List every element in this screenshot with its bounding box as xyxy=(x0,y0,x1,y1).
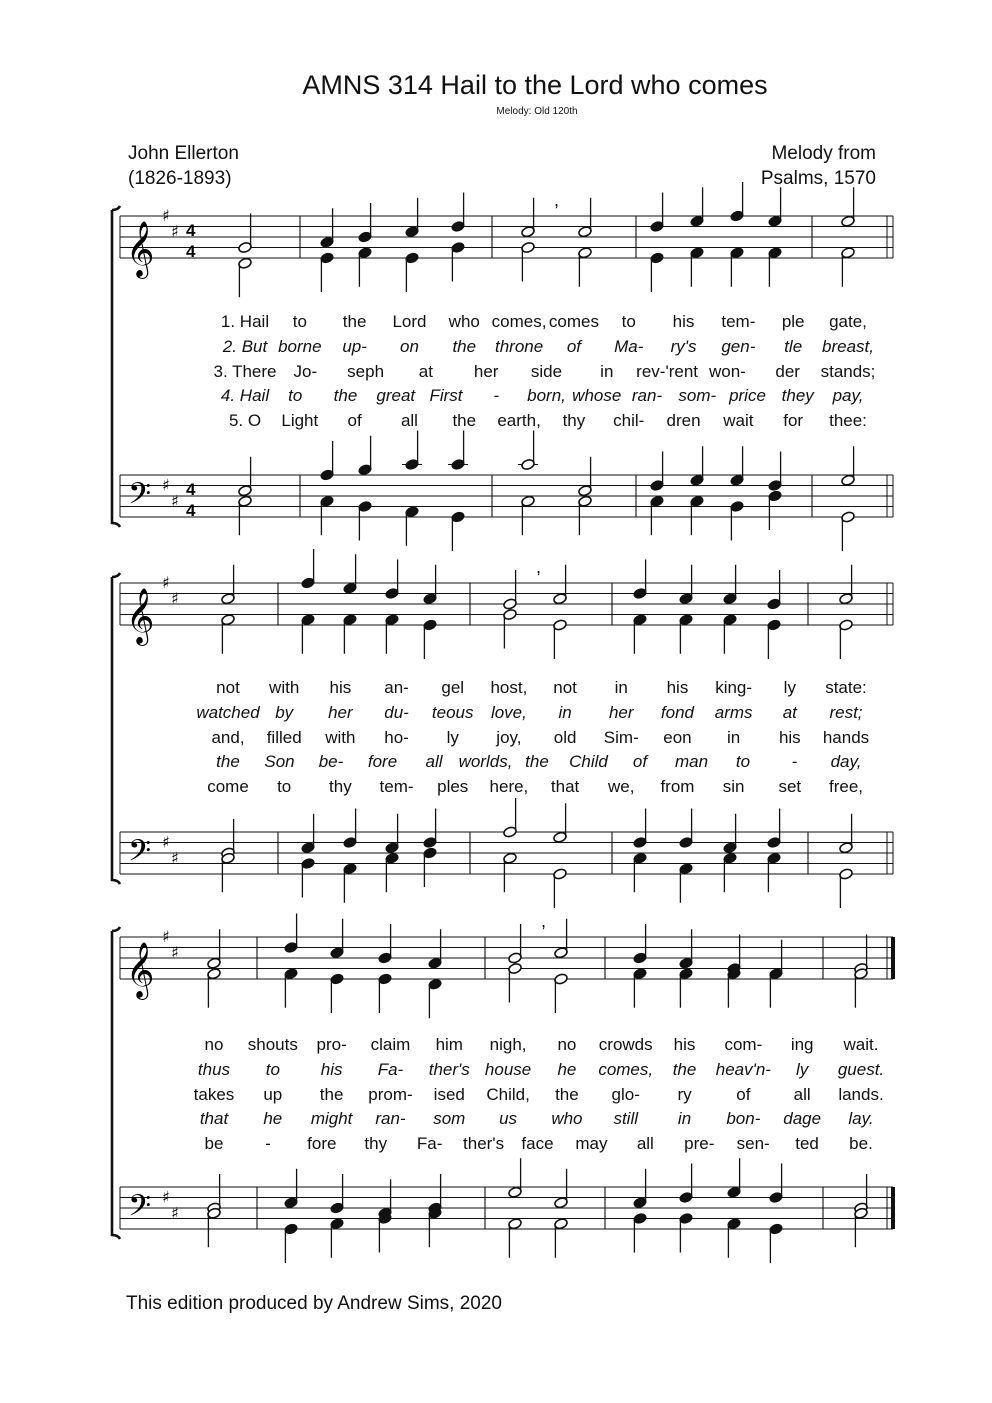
lyric-syllable: ry's xyxy=(670,336,697,356)
lyric-syllable: all xyxy=(425,752,443,772)
lyric-syllable: they xyxy=(781,386,814,406)
lyric-syllable: thus xyxy=(197,1059,231,1079)
lyric-syllable: tem- xyxy=(721,312,756,331)
lyric-syllable: with xyxy=(325,727,356,747)
lyric-syllable: to xyxy=(292,312,307,331)
lyric-syllable: in xyxy=(558,702,572,722)
lyric-syllable: in xyxy=(677,1109,692,1129)
lyric-syllable: an- xyxy=(384,678,409,697)
lyric-syllable: the xyxy=(319,1084,344,1104)
lyric-syllable: all xyxy=(400,411,418,431)
lyric-syllable: all xyxy=(793,1084,811,1104)
lyric-syllable: ing xyxy=(790,1035,814,1054)
lyric-syllable: no xyxy=(204,1035,224,1054)
lyric-syllable: tle xyxy=(784,336,803,356)
lyric-syllable: on xyxy=(399,336,419,356)
lyric-syllable: borne xyxy=(278,336,322,356)
lyric-syllable: come xyxy=(207,777,249,797)
lyric-syllable: ples xyxy=(437,777,469,797)
lyric-syllable: arms xyxy=(714,702,753,722)
lyric-syllable: us xyxy=(499,1109,518,1129)
lyric-syllable: sen- xyxy=(736,1134,770,1154)
lyric-syllable: com- xyxy=(724,1035,763,1054)
lyric-syllable: at xyxy=(782,702,797,722)
lyric-syllable: ly xyxy=(446,727,459,747)
lyric-syllable: rev-'rent xyxy=(636,361,699,381)
lyric-syllable: joy, xyxy=(496,727,522,747)
lyric-syllable: som xyxy=(433,1109,466,1129)
lyric-syllable: pre- xyxy=(684,1134,715,1154)
lyric-syllable: filled xyxy=(266,727,302,747)
bass-clef: 𝄢 xyxy=(128,477,152,519)
lyric-syllable: day, xyxy=(830,752,862,772)
lyric-syllable: king- xyxy=(715,678,753,697)
lyric-syllable: that xyxy=(199,1109,229,1129)
lyric-syllable: be- xyxy=(318,752,344,772)
lyric-syllable: lands. xyxy=(838,1084,884,1104)
lyric-syllable: pro- xyxy=(316,1035,347,1054)
lyric-syllable: in xyxy=(727,727,741,747)
lyric-syllable: comes xyxy=(548,312,599,331)
lyric-syllable: state: xyxy=(825,678,867,697)
lyric-syllable: her xyxy=(328,702,353,722)
lyric-syllable: and, xyxy=(211,727,245,747)
lyric-syllable: man xyxy=(674,752,709,772)
lyric-syllable: tem- xyxy=(379,777,414,797)
lyric-syllable: earth, xyxy=(497,411,541,431)
lyric-syllable: ther's xyxy=(428,1059,470,1079)
lyric-syllable: 1. Hail xyxy=(220,312,270,331)
melody-source-line1: Melody from xyxy=(771,143,876,164)
lyric-syllable: dage xyxy=(783,1109,822,1129)
lyric-syllable: his xyxy=(320,1059,343,1079)
lyric-syllable: - xyxy=(791,752,798,772)
breath-mark: , xyxy=(554,190,560,210)
edition-footer: This edition produced by Andrew Sims, 2020 xyxy=(126,1293,502,1314)
lyric-syllable: not xyxy=(216,678,240,697)
lyric-syllable: may xyxy=(575,1134,608,1154)
lyric-syllable: wait xyxy=(723,411,754,431)
lyric-syllable: to xyxy=(265,1059,280,1079)
lyric-syllable: - xyxy=(265,1134,271,1154)
key-sharp: ♯ xyxy=(171,848,179,868)
lyric-syllable: throne xyxy=(494,336,544,356)
treble-staff-2 xyxy=(120,549,893,659)
lyric-syllable: prom- xyxy=(368,1084,413,1104)
lyric-syllable: ised xyxy=(433,1084,465,1104)
breath-mark: , xyxy=(536,557,542,577)
treble-staff-3 xyxy=(120,914,893,1019)
lyric-syllable: her xyxy=(608,702,634,722)
lyric-syllable: at xyxy=(418,361,433,381)
lyric-syllable: be xyxy=(204,1134,224,1154)
lyric-syllable: by xyxy=(275,702,294,722)
lyric-syllable: pay, xyxy=(832,386,864,406)
lyric-syllable: who xyxy=(448,312,480,331)
lyric-syllable: side xyxy=(530,361,563,381)
lyric-syllable: rest; xyxy=(829,702,863,722)
lyric-syllable: up xyxy=(263,1084,283,1104)
lyric-syllable: Child xyxy=(569,752,608,772)
lyric-syllable: Jo- xyxy=(293,361,318,381)
system-bracket xyxy=(112,206,120,527)
lyric-syllable: bon- xyxy=(726,1109,761,1129)
author-dates: (1826-1893) xyxy=(128,168,232,189)
lyric-syllable: ran- xyxy=(375,1109,406,1129)
system-bracket xyxy=(112,927,120,1239)
bass-staff-3 xyxy=(120,1158,893,1263)
lyric-syllable: free, xyxy=(828,777,864,797)
lyric-syllable: lay. xyxy=(848,1109,874,1129)
lyric-syllable: of xyxy=(566,336,581,356)
lyric-syllable: won- xyxy=(708,361,746,381)
lyric-syllable: Light xyxy=(281,411,319,431)
time-signature-lower: 4 xyxy=(186,242,196,261)
lyric-syllable: comes, xyxy=(491,312,547,331)
lyric-syllable: gate, xyxy=(829,312,867,331)
lyric-syllable: fore xyxy=(367,752,398,772)
lyric-syllable: the xyxy=(672,1059,697,1079)
melody-source-line2: Psalms, 1570 xyxy=(760,168,876,189)
lyric-syllable: in xyxy=(614,678,628,697)
bass-staff-2 xyxy=(120,798,893,908)
lyric-syllable: the xyxy=(452,411,477,431)
lyric-syllable: teous xyxy=(431,702,474,722)
lyric-syllable: fore xyxy=(307,1134,337,1154)
author-name: John Ellerton xyxy=(128,143,239,164)
lyric-syllable: Fa- xyxy=(377,1059,404,1079)
key-sharp: ♯ xyxy=(171,588,179,608)
lyric-syllable: whose xyxy=(572,386,622,406)
key-sharp: ♯ xyxy=(171,491,179,511)
lyric-syllable: might xyxy=(310,1109,353,1129)
lyric-syllable: be. xyxy=(849,1134,873,1154)
lyric-syllable: fond xyxy=(660,702,694,722)
lyric-syllable: claim xyxy=(370,1035,411,1054)
treble-staff-1 xyxy=(120,182,893,297)
lyric-syllable: ther's xyxy=(463,1134,505,1154)
lyric-syllable: host, xyxy=(490,678,528,697)
lyric-syllable: der xyxy=(775,361,800,381)
lyric-syllable: house xyxy=(484,1059,532,1079)
lyric-syllable: heav'n- xyxy=(715,1059,771,1079)
lyric-syllable: here, xyxy=(489,777,529,797)
lyric-syllable: he xyxy=(557,1059,577,1079)
key-sharp: ♯ xyxy=(162,1187,170,1207)
lyric-syllable: wait. xyxy=(843,1035,879,1054)
lyric-syllable: to xyxy=(288,386,303,406)
lyric-syllable: 5. O xyxy=(228,411,262,431)
lyric-syllable: seph xyxy=(347,361,385,381)
lyric-syllable: ly xyxy=(783,678,796,697)
lyric-syllable: ran- xyxy=(631,386,663,406)
key-sharp: ♯ xyxy=(171,942,179,962)
lyric-syllable: worlds, xyxy=(458,752,513,772)
lyric-syllable: up- xyxy=(342,336,367,356)
lyric-syllable: the xyxy=(333,386,358,406)
lyric-syllable: of xyxy=(347,411,362,431)
melody-subtitle: Melody: Old 120th xyxy=(496,106,578,117)
key-sharp: ♯ xyxy=(162,573,170,592)
lyric-syllable: ple xyxy=(781,312,805,331)
lyric-syllable: ly xyxy=(796,1059,809,1079)
lyric-syllable: crowds xyxy=(598,1035,653,1054)
lyric-syllable: - xyxy=(493,386,500,406)
lyric-syllable: in xyxy=(600,361,614,381)
lyric-syllable: ho- xyxy=(384,727,409,747)
lyric-syllable: to xyxy=(621,312,636,331)
lyric-syllable: face xyxy=(521,1134,554,1154)
lyric-syllable: shouts xyxy=(247,1035,298,1054)
lyric-syllable: 4. Hail xyxy=(220,386,270,406)
lyric-syllable: stands; xyxy=(820,361,876,381)
lyric-syllable: the xyxy=(555,1084,579,1104)
lyric-syllable: ted xyxy=(795,1134,819,1154)
key-sharp: ♯ xyxy=(171,221,179,241)
lyric-syllable: from xyxy=(660,777,695,797)
lyric-syllable: for xyxy=(783,411,804,431)
lyric-syllable: thy xyxy=(364,1134,388,1154)
lyric-syllable: guest. xyxy=(837,1059,885,1079)
lyric-syllable: great xyxy=(376,386,416,406)
lyric-syllable: still xyxy=(613,1109,638,1129)
lyric-syllable: him xyxy=(435,1035,463,1054)
treble-clef: 𝄞 xyxy=(126,942,155,998)
key-sharp: ♯ xyxy=(171,1203,179,1223)
lyric-syllable: the xyxy=(216,752,240,772)
breath-mark: , xyxy=(541,911,547,931)
time-signature-upper: 4 xyxy=(186,221,196,240)
treble-clef: 𝄞 xyxy=(126,588,155,644)
lyric-syllable: Fa- xyxy=(416,1134,443,1154)
lyric-syllable: set xyxy=(778,777,802,797)
lyric-syllable: Child, xyxy=(486,1084,530,1104)
lyric-syllable: glo- xyxy=(611,1084,640,1104)
lyric-syllable: Son xyxy=(264,752,295,772)
lyric-syllable: born, xyxy=(527,386,566,406)
lyric-syllable: breast, xyxy=(822,336,874,356)
lyric-syllable: watched xyxy=(196,702,260,722)
lyric-syllable: chil- xyxy=(613,411,645,431)
lyric-syllable: all xyxy=(636,1134,654,1154)
lyric-syllable: who xyxy=(551,1109,583,1129)
lyric-syllable: First xyxy=(429,386,463,406)
key-sharp: ♯ xyxy=(162,475,170,495)
lyric-syllable: comes, xyxy=(598,1059,654,1079)
lyric-syllable: her xyxy=(473,361,499,381)
lyric-syllable: his xyxy=(778,727,801,747)
lyric-syllable: his xyxy=(329,678,352,697)
lyric-syllable: thy xyxy=(329,777,352,797)
lyric-syllable: thy xyxy=(562,411,586,431)
lyric-syllable: of xyxy=(632,752,648,772)
lyric-syllable: not xyxy=(553,678,577,697)
bass-staff-1 xyxy=(120,431,893,552)
lyric-syllable: that xyxy=(550,777,580,797)
system-bracket xyxy=(112,573,120,884)
lyric-syllable: the xyxy=(525,752,549,772)
treble-clef: 𝄞 xyxy=(126,221,155,277)
bass-clef: 𝄢 xyxy=(128,834,152,876)
key-sharp: ♯ xyxy=(162,927,170,946)
lyric-syllable: we, xyxy=(608,777,635,797)
lyric-syllable: to xyxy=(735,752,751,772)
bass-clef: 𝄢 xyxy=(128,1189,152,1231)
lyric-syllable: he xyxy=(263,1109,283,1129)
key-sharp: ♯ xyxy=(162,832,170,852)
lyric-syllable: the xyxy=(452,336,477,356)
lyric-syllable: his xyxy=(672,312,695,331)
lyric-syllable: sin xyxy=(722,777,745,797)
lyric-syllable: Sim- xyxy=(603,727,639,747)
time-signature-upper: 4 xyxy=(186,480,196,499)
lyric-syllable: gen- xyxy=(721,336,756,356)
lyric-syllable: to xyxy=(277,777,292,797)
lyric-syllable: takes xyxy=(193,1084,235,1104)
lyric-syllable: thee: xyxy=(829,411,867,431)
lyric-syllable: of xyxy=(736,1084,751,1104)
lyric-syllable: hands xyxy=(822,727,870,747)
lyric-syllable: old xyxy=(553,727,577,747)
lyric-syllable: price xyxy=(729,386,766,406)
lyric-syllable: his xyxy=(673,1035,696,1054)
time-signature-lower: 4 xyxy=(186,501,196,520)
lyric-syllable: 2. But xyxy=(222,336,268,356)
lyric-syllable: 3. There xyxy=(213,361,277,381)
lyric-syllable: his xyxy=(666,678,689,697)
lyric-syllable: no xyxy=(557,1035,577,1054)
lyric-syllable: som- xyxy=(678,386,717,406)
lyric-syllable: nigh, xyxy=(489,1035,527,1054)
lyric-syllable: love, xyxy=(490,702,527,722)
lyric-syllable: ry xyxy=(677,1084,692,1104)
lyric-syllable: Lord xyxy=(392,312,427,331)
hymn-title: AMNS 314 Hail to the Lord who comes xyxy=(302,70,768,100)
lyric-syllable: du- xyxy=(384,702,409,722)
lyric-syllable: eon xyxy=(663,727,692,747)
lyric-syllable: dren xyxy=(666,411,701,431)
lyric-syllable: Ma- xyxy=(614,336,644,356)
lyric-syllable: gel xyxy=(441,678,465,697)
lyric-syllable: with xyxy=(269,678,300,697)
key-sharp: ♯ xyxy=(162,206,170,225)
lyric-syllable: the xyxy=(342,312,367,331)
